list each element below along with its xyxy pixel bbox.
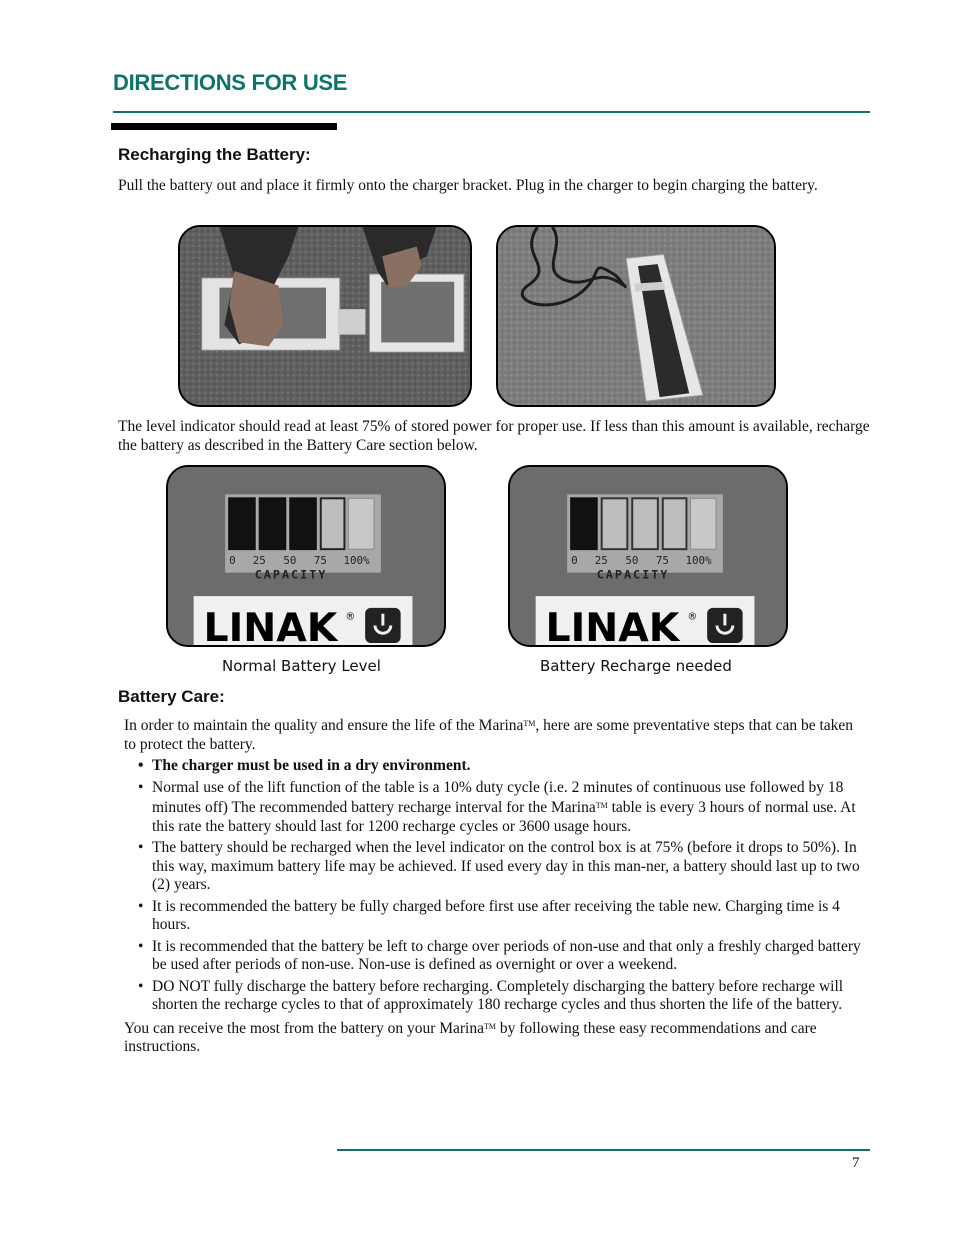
list-item: • It is recommended the battery be fully charged before first use after receiving the table new. Charging time is 4 hours. — [138, 898, 864, 935]
scale-0: 0 — [571, 553, 578, 567]
scale-0: 0 — [229, 553, 236, 567]
list-item: • The battery should be recharged when the level indicator on the control box is at 75% (before it drops to 50%). In this way, maximum battery life may be achieved. If used every day in this man-ner, a battery should last up to two (2) years. — [138, 839, 864, 895]
capacity-label: CAPACITY — [254, 567, 328, 582]
registered-mark: ® — [687, 611, 698, 623]
photo-battery-onto-charger — [178, 225, 472, 407]
registered-mark: ® — [345, 611, 356, 623]
capacity-label: CAPACITY — [596, 567, 670, 582]
footer-rule — [337, 1149, 870, 1151]
scale-25: 25 — [252, 553, 266, 567]
care-intro: In order to maintain the quality and ensure the life of the Marina™, here are some preventative steps that can be taken to protect the battery. — [124, 717, 854, 753]
segment-5 — [348, 498, 374, 549]
power-icon — [365, 608, 400, 643]
battery-care-heading: Battery Care: — [118, 687, 225, 706]
segment-1 — [229, 498, 255, 549]
segment-4 — [321, 498, 345, 549]
list-item: • The charger must be used in a dry environment. — [138, 757, 864, 776]
scale-100: 100% — [685, 553, 712, 567]
scale-100: 100% — [343, 553, 370, 567]
battery-indicator-low-image — [510, 467, 786, 645]
indicator-panel-recharge — [508, 465, 788, 647]
scale-75: 75 — [655, 553, 669, 567]
brand-logo-text: LINAK — [203, 606, 338, 645]
page-title: DIRECTIONS FOR USE — [113, 70, 348, 95]
care-list — [138, 757, 864, 1015]
header-rule — [113, 111, 870, 113]
scale-75: 75 — [313, 553, 327, 567]
segment-3 — [632, 498, 658, 549]
caption-normal-level: Normal Battery Level — [222, 657, 381, 675]
segment-2 — [602, 498, 628, 549]
list-item: • DO NOT fully discharge the battery before recharging. Completely discharging the battery before recharge will shorten the recharge cycles to that of approximately 180 recharge cycles and thus shorten the life of the battery. — [138, 978, 864, 1015]
battery-care-content — [124, 715, 864, 1057]
power-icon — [707, 608, 742, 643]
battery-indicator-image — [168, 467, 444, 645]
scale-50: 50 — [283, 553, 297, 567]
charger-cord-image — [498, 227, 774, 405]
segment-3 — [290, 498, 316, 549]
level-indicator-text: The level indicator should read at least 75% of stored power for proper use. If less than this amount is available, recharge the battery as described in the Battery Care section below. — [118, 418, 870, 454]
indicator-panel-normal — [166, 465, 446, 647]
brand-logo-text: LINAK — [545, 606, 680, 645]
segment-4 — [663, 498, 687, 549]
photo-charger-plugged — [496, 225, 776, 407]
scale-50: 50 — [625, 553, 639, 567]
page-number: 7 — [852, 1155, 860, 1171]
care-outro: You can receive the most from the battery on your Marina™ by following these easy recommendations and care instructions. — [124, 1019, 817, 1055]
segment-1 — [571, 498, 597, 549]
header-accent-bar — [111, 123, 337, 130]
list-item: • It is recommended that the battery be left to charge over periods of non-use and that only a freshly charged battery be used after periods of non-use. Non-use is defined as overnight or over a weekend. — [138, 938, 864, 975]
segment-5 — [690, 498, 716, 549]
recharging-intro: Pull the battery out and place it firmly onto the charger bracket. Plug in the charger to begin charging the battery. — [118, 177, 818, 194]
segment-2 — [260, 498, 286, 549]
scale-25: 25 — [594, 553, 608, 567]
battery-charger-image — [180, 227, 470, 405]
list-item: • Normal use of the lift function of the table is a 10% duty cycle (i.e. 2 minutes of continuous use followed by 18 minutes off) The recommended battery recharge interval for the Marina™ table is every 3 hours of normal use. At this rate the battery should last for 1200 recharge cycles or 3600 usage hours. — [138, 779, 864, 837]
caption-recharge-needed: Battery Recharge needed — [540, 657, 732, 675]
recharging-heading: Recharging the Battery: — [118, 145, 311, 164]
